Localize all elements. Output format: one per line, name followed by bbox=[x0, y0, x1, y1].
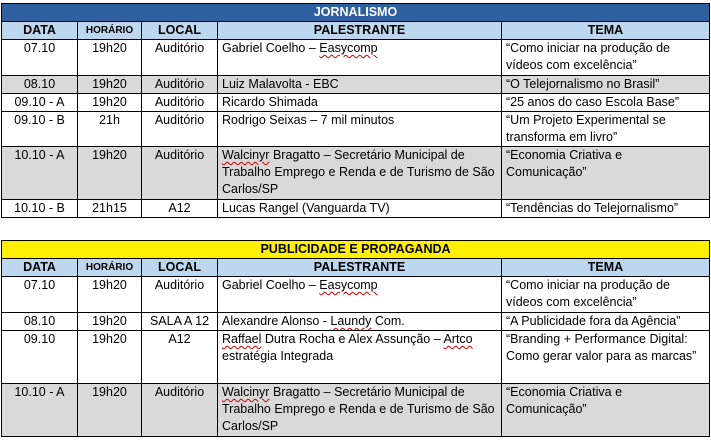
speaker-text: Artco bbox=[443, 332, 473, 346]
cell-speaker: Lucas Rangel (Vanguarda TV) bbox=[218, 200, 502, 218]
cell-place: SALA A 12 bbox=[142, 313, 218, 331]
table-row bbox=[2, 384, 710, 437]
cell-time: 19h20 bbox=[78, 277, 142, 313]
table-row bbox=[2, 76, 710, 94]
cell-theme: “25 anos do caso Escola Base” bbox=[502, 94, 710, 112]
header-theme: TEMA bbox=[502, 22, 710, 40]
table-row bbox=[2, 277, 710, 313]
cell-time: 19h20 bbox=[78, 40, 142, 76]
speaker-text: Walcinyr bbox=[222, 148, 270, 162]
header-date: DATA bbox=[2, 259, 78, 277]
cell-place: Auditório bbox=[142, 384, 218, 437]
cell-date: 07.10 bbox=[2, 277, 78, 313]
speaker-text: Raffael bbox=[222, 332, 262, 346]
header-date: DATA bbox=[2, 22, 78, 40]
header-time: HORÁRIO bbox=[78, 259, 142, 277]
cell-place: A12 bbox=[142, 331, 218, 384]
cell-date: 09.10 bbox=[2, 331, 78, 384]
cell-speaker bbox=[218, 147, 502, 200]
header-row bbox=[2, 22, 710, 40]
cell-place: Auditório bbox=[142, 40, 218, 76]
cell-place: Auditório bbox=[142, 76, 218, 94]
cell-time: 21h bbox=[78, 112, 142, 147]
cell-speaker bbox=[218, 40, 502, 76]
header-speaker: PALESTRANTE bbox=[218, 22, 502, 40]
cell-theme: “A Publicidade fora da Agência” bbox=[502, 313, 710, 331]
journalism-table bbox=[1, 3, 710, 218]
cell-date: 10.10 - A bbox=[2, 384, 78, 437]
speaker-text: Laundy bbox=[330, 314, 372, 328]
cell-theme: “Como iniciar na produção de vídeos com excelência” bbox=[502, 40, 710, 76]
table-row bbox=[2, 331, 710, 384]
cell-theme: “Economia Criativa e Comunicação” bbox=[502, 147, 710, 200]
cell-theme: “Tendências do Telejornalismo” bbox=[502, 200, 710, 218]
cell-theme: “O Telejornalismo no Brasil” bbox=[502, 76, 710, 94]
cell-place: A12 bbox=[142, 200, 218, 218]
header-place: LOCAL bbox=[142, 259, 218, 277]
cell-time: 19h20 bbox=[78, 76, 142, 94]
table-row bbox=[2, 112, 710, 147]
cell-time: 19h20 bbox=[78, 147, 142, 200]
advertising-title-row bbox=[2, 241, 710, 259]
cell-speaker: Ricardo Shimada bbox=[218, 94, 502, 112]
cell-date: 07.10 bbox=[2, 40, 78, 76]
cell-place: Auditório bbox=[142, 112, 218, 147]
table-row bbox=[2, 313, 710, 331]
speaker-text: Bragatto – Secretário Municipal de Trabalho Emprego e Renda e de Turismo de São Carlos/SP bbox=[222, 148, 495, 196]
cell-time: 19h20 bbox=[78, 94, 142, 112]
advertising-table bbox=[1, 240, 710, 437]
speaker-text: Bragatto – Secretário Municipal de Trabalho Emprego e Renda e de Turismo de São Carlos/SP bbox=[222, 385, 495, 433]
cell-theme: “Branding + Performance Digital: Como gerar valor para as marcas” bbox=[502, 331, 710, 384]
cell-theme: “Economia Criativa e Comunicação” bbox=[502, 384, 710, 437]
table-row bbox=[2, 200, 710, 218]
cell-speaker bbox=[218, 313, 502, 331]
speaker-text: Easycomp bbox=[319, 41, 378, 55]
speaker-text: Walcinyr bbox=[222, 385, 270, 399]
speaker-text: Easycomp bbox=[319, 278, 378, 292]
cell-date: 08.10 bbox=[2, 313, 78, 331]
speaker-text: Alexandre Alonso - bbox=[222, 314, 331, 328]
cell-date: 10.10 - A bbox=[2, 147, 78, 200]
cell-date: 08.10 bbox=[2, 76, 78, 94]
speaker-text: Dutra Rocha e Alex Assunção – bbox=[261, 332, 444, 346]
cell-time: 19h20 bbox=[78, 331, 142, 384]
advertising-title: PUBLICIDADE E PROPAGANDA bbox=[2, 241, 710, 259]
table-row bbox=[2, 147, 710, 200]
speaker-text: Gabriel Coelho – bbox=[222, 278, 320, 292]
cell-date: 09.10 - B bbox=[2, 112, 78, 147]
cell-place: Auditório bbox=[142, 277, 218, 313]
cell-speaker: Luiz Malavolta - EBC bbox=[218, 76, 502, 94]
cell-speaker bbox=[218, 384, 502, 437]
cell-place: Auditório bbox=[142, 94, 218, 112]
cell-speaker bbox=[218, 277, 502, 313]
cell-time: 19h20 bbox=[78, 384, 142, 437]
cell-time: 21h15 bbox=[78, 200, 142, 218]
speaker-text: estratégia Integrada bbox=[222, 349, 334, 363]
cell-speaker bbox=[218, 331, 502, 384]
header-time: HORÁRIO bbox=[78, 22, 142, 40]
speaker-text: Com. bbox=[371, 314, 405, 328]
header-speaker: PALESTRANTE bbox=[218, 259, 502, 277]
header-theme: TEMA bbox=[502, 259, 710, 277]
speaker-text: Gabriel Coelho – bbox=[222, 41, 320, 55]
cell-date: 10.10 - B bbox=[2, 200, 78, 218]
header-place: LOCAL bbox=[142, 22, 218, 40]
cell-place: Auditório bbox=[142, 147, 218, 200]
journalism-title-row bbox=[2, 4, 710, 22]
cell-speaker: Rodrigo Seixas – 7 mil minutos bbox=[218, 112, 502, 147]
cell-time: 19h20 bbox=[78, 313, 142, 331]
cell-theme: “Como iniciar na produção de vídeos com excelência” bbox=[502, 277, 710, 313]
journalism-title: JORNALISMO bbox=[2, 4, 710, 22]
header-row bbox=[2, 259, 710, 277]
table-row bbox=[2, 40, 710, 76]
table-row bbox=[2, 94, 710, 112]
cell-date: 09.10 - A bbox=[2, 94, 78, 112]
cell-theme: “Um Projeto Experimental se transforma em livro” bbox=[502, 112, 710, 147]
